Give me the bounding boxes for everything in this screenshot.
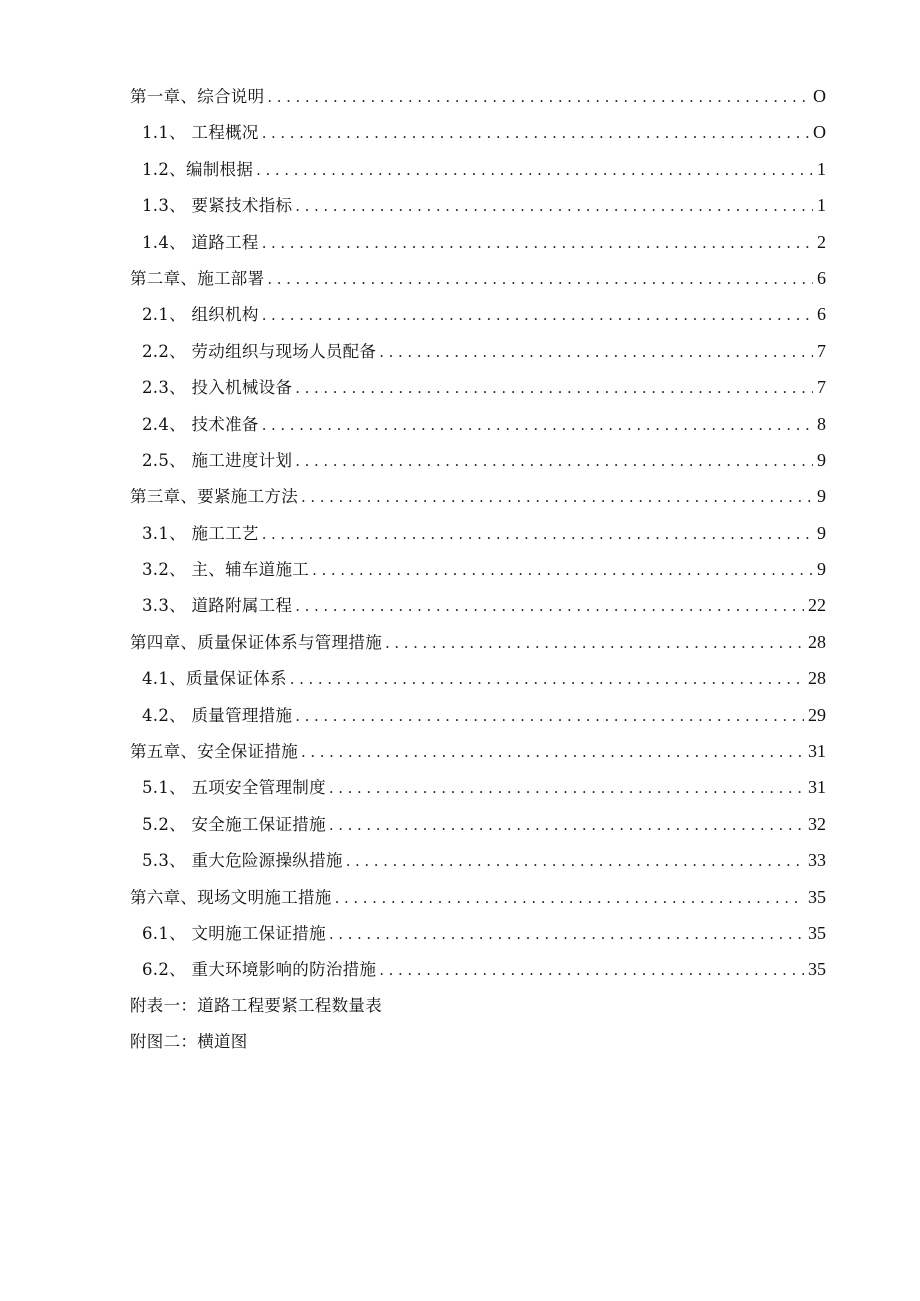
toc-section-entry[interactable] [130, 296, 826, 332]
toc-page-number: 29 [808, 704, 826, 725]
toc-entry-label: 2.2、 劳动组织与现场人员配备 [142, 341, 377, 361]
toc-page-number: 6 [817, 304, 826, 325]
toc-page-number: 8 [817, 413, 826, 434]
toc-page-number: 9 [817, 449, 826, 470]
toc-dot-leader [267, 79, 809, 115]
appendix-figure-2: 附图二：横道图 [130, 1032, 248, 1052]
toc-section-entry[interactable] [130, 515, 826, 551]
toc-dot-leader [329, 807, 804, 843]
toc-page-number: 9 [817, 486, 826, 507]
toc-section-entry[interactable] [130, 442, 826, 478]
toc-dot-leader [267, 261, 813, 297]
toc-page-number: 35 [808, 886, 826, 907]
toc-section-entry[interactable] [130, 151, 826, 187]
toc-page-number: 2 [817, 231, 826, 252]
toc-page-number: 9 [817, 522, 826, 543]
toc-section-entry[interactable] [130, 660, 826, 696]
toc-chapter-entry[interactable] [130, 624, 826, 660]
toc-section-entry[interactable] [130, 915, 826, 951]
toc-dot-leader [301, 734, 804, 770]
toc-page-number: 22 [808, 595, 826, 616]
toc-entry-label: 6.1、 文明施工保证措施 [142, 923, 326, 943]
toc-page-number: O [813, 86, 826, 106]
toc-chapter-entry[interactable] [130, 78, 826, 114]
appendix-list [130, 988, 826, 1061]
toc-chapter-entry[interactable] [130, 478, 826, 514]
toc-page-number: 32 [808, 813, 826, 834]
toc-page-number: 28 [808, 631, 826, 652]
toc-dot-leader [385, 625, 804, 661]
toc-dot-leader [301, 479, 813, 515]
toc-dot-leader [335, 880, 804, 916]
toc-page-number: 35 [808, 922, 826, 943]
toc-section-entry[interactable] [130, 769, 826, 805]
toc-entry-label: 3.2、 主、辅车道施工 [142, 560, 310, 580]
toc-section-entry[interactable] [130, 406, 826, 442]
toc-page-number: 7 [817, 377, 826, 398]
toc-section-entry[interactable] [130, 369, 826, 405]
toc-entry-label: 2.4、 技术准备 [142, 414, 259, 434]
toc-dot-leader [346, 843, 804, 879]
toc-page-number: 31 [808, 777, 826, 798]
toc-entry-label: 5.1、 五项安全管理制度 [142, 778, 326, 798]
toc-page-number: 31 [808, 741, 826, 762]
toc-dot-leader [262, 407, 813, 443]
toc-dot-leader [295, 588, 804, 624]
toc-entry-label: 第四章、质量保证体系与管理措施 [130, 632, 382, 652]
toc-dot-leader [295, 698, 804, 734]
appendix-table-1: 附表一：道路工程要紧工程数量表 [130, 995, 382, 1015]
toc-section-entry[interactable] [130, 187, 826, 223]
toc-page-number: 28 [808, 668, 826, 689]
toc-section-entry[interactable] [130, 587, 826, 623]
toc-dot-leader [262, 225, 813, 261]
toc-entry-label: 3.3、 道路附属工程 [142, 596, 293, 616]
toc-section-entry[interactable] [130, 806, 826, 842]
toc-entry-label: 2.5、 施工进度计划 [142, 450, 293, 470]
toc-entry-label: 1.4、 道路工程 [142, 232, 259, 252]
toc-entry-label: 第五章、安全保证措施 [130, 742, 298, 762]
toc-chapter-entry[interactable] [130, 260, 826, 296]
toc-entry-label: 第二章、施工部署 [130, 268, 265, 288]
toc-entry-label: 5.2、 安全施工保证措施 [142, 814, 326, 834]
toc-page-number: 35 [808, 959, 826, 980]
toc-entry-label: 5.3、 重大危险源操纵措施 [142, 851, 343, 871]
toc-section-entry[interactable] [130, 114, 826, 150]
toc-entry-label: 第六章、现场文明施工措施 [130, 887, 332, 907]
toc-dot-leader [312, 552, 813, 588]
toc-dot-leader [262, 115, 809, 151]
toc-page-number: 9 [817, 559, 826, 580]
toc-dot-leader [379, 334, 813, 370]
toc-entry-label: 第三章、要紧施工方法 [130, 487, 298, 507]
toc-section-entry[interactable] [130, 951, 826, 987]
toc-entry-label: 1.1、 工程概况 [142, 123, 259, 143]
toc-entry-label: 3.1、 施工工艺 [142, 523, 259, 543]
toc-page-number: 7 [817, 340, 826, 361]
toc-dot-leader [295, 443, 813, 479]
toc-page-number: 1 [817, 195, 826, 216]
toc-dot-leader [262, 297, 813, 333]
toc-dot-leader [329, 916, 804, 952]
toc-entry-label: 4.1、质量保证体系 [142, 669, 287, 689]
toc-entry-label: 1.3、 要紧技术指标 [142, 196, 293, 216]
toc-page-number: 6 [817, 267, 826, 288]
toc-section-entry[interactable] [130, 842, 826, 878]
table-of-contents [130, 78, 826, 1061]
toc-chapter-entry[interactable] [130, 733, 826, 769]
toc-entry-label: 4.2、 质量管理措施 [142, 705, 293, 725]
toc-entry-label: 第一章、综合说明 [130, 87, 265, 106]
toc-dot-leader [290, 661, 804, 697]
toc-page-number: O [813, 122, 826, 143]
toc-entry-label: 6.2、 重大环境影响的防治措施 [142, 960, 377, 980]
toc-section-entry[interactable] [130, 697, 826, 733]
toc-entry-label: 1.2、编制根据 [142, 159, 254, 179]
toc-dot-leader [329, 770, 804, 806]
toc-chapter-entry[interactable] [130, 879, 826, 915]
toc-page-number: 33 [808, 850, 826, 871]
toc-dot-leader [295, 188, 813, 224]
toc-dot-leader [379, 952, 804, 988]
toc-section-entry[interactable] [130, 551, 826, 587]
toc-entry-label: 2.1、 组织机构 [142, 305, 259, 325]
toc-entry-label: 2.3、 投入机械设备 [142, 378, 293, 398]
toc-entries [130, 78, 826, 988]
toc-section-entry[interactable] [130, 224, 826, 260]
toc-page-number: 1 [817, 158, 826, 179]
toc-dot-leader [295, 370, 813, 406]
toc-section-entry[interactable] [130, 333, 826, 369]
toc-dot-leader [256, 152, 813, 188]
toc-dot-leader [262, 516, 813, 552]
